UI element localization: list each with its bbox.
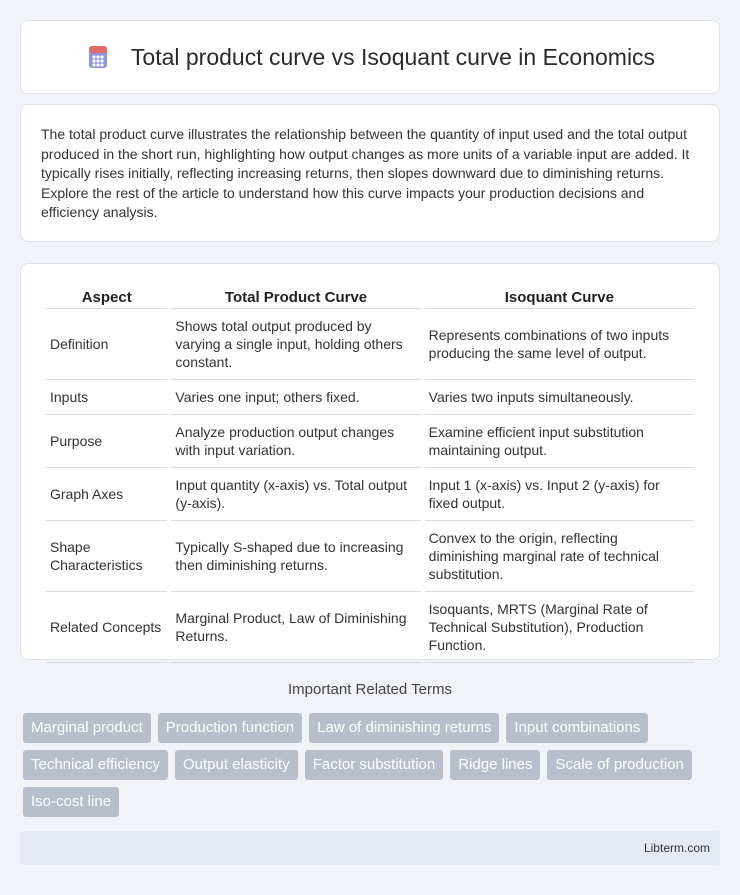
table-cell: Convex to the origin, reflecting diminishing marginal rate of technical substitution. [425, 521, 694, 592]
related-term-tag[interactable]: Output elasticity [175, 750, 298, 780]
related-terms-heading: Important Related Terms [288, 681, 452, 698]
table-row [46, 468, 694, 521]
table-row [46, 309, 694, 380]
table-row [46, 521, 694, 592]
table-header-cell: Isoquant Curve [425, 285, 694, 309]
table-header-cell: Aspect [46, 285, 167, 309]
table-row [46, 380, 694, 415]
table-cell: Input quantity (x-axis) vs. Total output (y-axis). [171, 468, 420, 521]
page-title: Total product curve vs Isoquant curve in Economics [130, 43, 656, 70]
table-cell-aspect: Inputs [46, 380, 167, 415]
table-header-row [46, 285, 694, 309]
table-cell: Shows total output produced by varying a single input, holding others constant. [171, 309, 420, 380]
table-row [46, 415, 694, 468]
related-term-tag[interactable]: Scale of production [547, 750, 691, 780]
related-terms-list [23, 713, 723, 817]
related-term-tag[interactable]: Production function [158, 713, 302, 743]
related-term-tag[interactable]: Technical efficiency [23, 750, 168, 780]
table-cell: Varies one input; others fixed. [171, 380, 420, 415]
footer [20, 831, 720, 865]
related-term-tag[interactable]: Ridge lines [450, 750, 540, 780]
intro-card [20, 104, 720, 242]
table-cell-aspect: Graph Axes [46, 468, 167, 521]
footer-site-link[interactable]: Libterm.com [643, 841, 710, 855]
related-term-tag[interactable]: Law of diminishing returns [309, 713, 499, 743]
table-cell: Analyze production output changes with input variation. [171, 415, 420, 468]
table-cell-aspect: Shape Characteristics [46, 521, 167, 592]
table-cell-aspect: Purpose [46, 415, 167, 468]
table-cell-aspect: Related Concepts [46, 592, 167, 663]
related-term-tag[interactable]: Marginal product [23, 713, 151, 743]
related-term-tag[interactable]: Factor substitution [305, 750, 444, 780]
table-cell: Input 1 (x-axis) vs. Input 2 (y-axis) for fixed output. [425, 468, 694, 521]
table-row [46, 592, 694, 663]
table-cell: Typically S-shaped due to increasing then diminishing returns. [171, 521, 420, 592]
calculator-icon [85, 44, 111, 70]
table-cell: Varies two inputs simultaneously. [425, 380, 694, 415]
related-term-tag[interactable]: Iso-cost line [23, 787, 119, 817]
table-cell: Marginal Product, Law of Diminishing Returns. [171, 592, 420, 663]
comparison-table [42, 285, 698, 663]
intro-paragraph: The total product curve illustrates the relationship between the quantity of input used and the total output produced in the short run, highlighting how output changes as more units of a variable input are added. It typically rises initially, reflecting increasing returns, then slopes downward due to diminishing returns. Explore the rest of the article to understand how this curve impacts your production decisions and efficiency analysis. [41, 126, 690, 220]
comparison-table-card [20, 263, 720, 660]
related-term-tag[interactable]: Input combinations [506, 713, 648, 743]
table-cell: Examine efficient input substitution maintaining output. [425, 415, 694, 468]
table-cell-aspect: Definition [46, 309, 167, 380]
table-cell: Represents combinations of two inputs producing the same level of output. [425, 309, 694, 380]
title-card [20, 20, 720, 94]
table-cell: Isoquants, MRTS (Marginal Rate of Technical Substitution), Production Function. [425, 592, 694, 663]
table-header-cell: Total Product Curve [171, 285, 420, 309]
